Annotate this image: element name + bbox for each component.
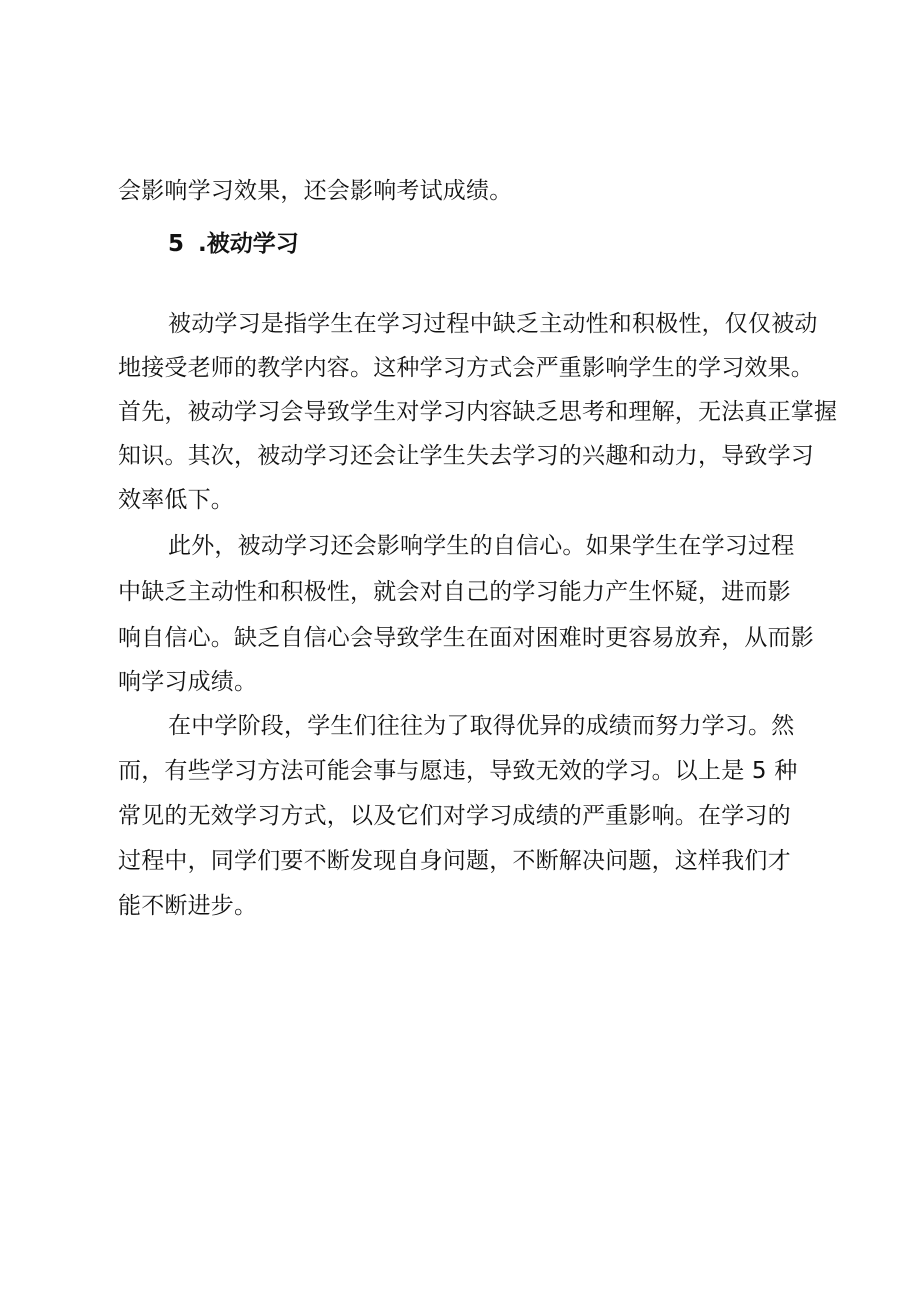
paragraph-line: 效率低下。 [118, 487, 234, 513]
paragraph-line: 此外，被动学习还会影响学生的自信心。如果学生在学习过程 [168, 533, 795, 559]
paragraph-line: 中缺乏主动性和积极性，就会对自己的学习能力产生怀疑，进而影 [118, 579, 791, 605]
paragraph-line: 响学习成绩。 [118, 669, 258, 695]
paragraph-line: 响自信心。缺乏自信心会导致学生在面对困难时更容易放弃，从而影 [118, 625, 814, 651]
paragraph-line: 在中学阶段，学生们往往为了取得优异的成绩而努力学习。然 [168, 713, 795, 739]
paragraph-line: 而，有些学习方法可能会事与愿违，导致无效的学习。以上是 5 种 [118, 758, 798, 784]
continuation-line: 会影响学习效果，还会影响考试成绩。 [118, 178, 513, 204]
paragraph-line: 知识。其次，被动学习还会让学生失去学习的兴趣和动力，导致学习 [118, 443, 814, 469]
paragraph-line: 能不断进步。 [118, 893, 258, 919]
section-heading [168, 228, 299, 260]
paragraph-line: 过程中，同学们要不断发现自身问题，不断解决问题，这样我们才 [118, 848, 791, 874]
paragraph-line: 地接受老师的教学内容。这种学习方式会严重影响学生的学习效果。 [118, 355, 814, 381]
section-number: 5 [168, 231, 185, 257]
paragraph-line: 被动学习是指学生在学习过程中缺乏主动性和积极性，仅仅被动 [168, 311, 818, 337]
paragraph-line: 常见的无效学习方式，以及它们对学习成绩的严重影响。在学习的 [118, 803, 791, 829]
paragraph-line: 首先，被动学习会导致学生对学习内容缺乏思考和理解，无法真正掌握 [118, 399, 838, 425]
section-title: .被动学习 [198, 231, 299, 257]
